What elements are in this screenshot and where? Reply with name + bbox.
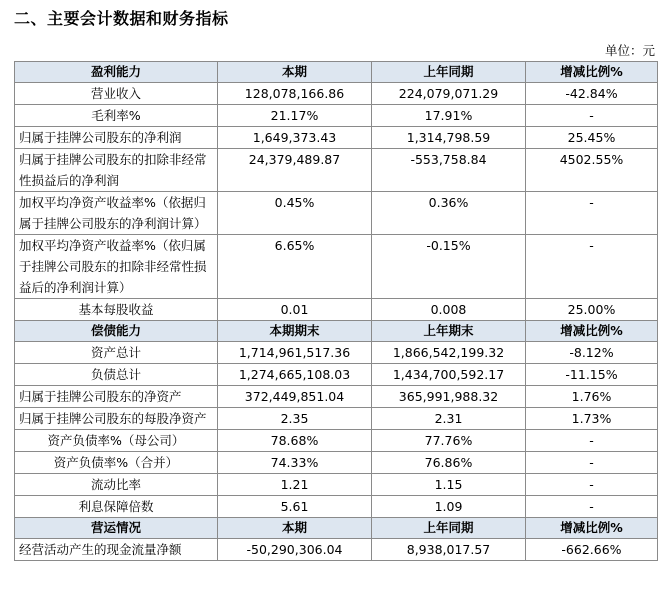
previous-value-cell: 8,938,017.57 <box>372 539 526 561</box>
row-label: 资产总计 <box>15 342 218 364</box>
column-header: 本期 <box>218 518 372 539</box>
row-label: 归属于挂牌公司股东的每股净资产 <box>15 408 218 430</box>
previous-value-cell: 17.91% <box>372 105 526 127</box>
row-label: 营业收入 <box>15 83 218 105</box>
table-row <box>15 364 658 386</box>
table-row <box>15 386 658 408</box>
change-percent-cell: 1.76% <box>526 386 658 408</box>
table-row <box>15 105 658 127</box>
column-header: 上年同期 <box>372 518 526 539</box>
table-row <box>15 342 658 364</box>
current-value-cell: 0.01 <box>218 299 372 321</box>
table-header-row <box>15 62 658 83</box>
change-percent-cell: -11.15% <box>526 364 658 386</box>
current-value-cell: 372,449,851.04 <box>218 386 372 408</box>
row-label: 加权平均净资产收益率%（依据归属于挂牌公司股东的净利润计算） <box>15 192 218 235</box>
row-label: 资产负债率%（母公司） <box>15 430 218 452</box>
table-row <box>15 299 658 321</box>
previous-value-cell: 1.15 <box>372 474 526 496</box>
row-label: 资产负债率%（合并） <box>15 452 218 474</box>
change-percent-cell: - <box>526 430 658 452</box>
table-row <box>15 149 658 192</box>
financial-indicators-table <box>14 61 658 561</box>
previous-value-cell: 1,434,700,592.17 <box>372 364 526 386</box>
table-header-row <box>15 321 658 342</box>
column-header: 本期 <box>218 62 372 83</box>
table-row <box>15 127 658 149</box>
table-row <box>15 496 658 518</box>
previous-value-cell: 0.36% <box>372 192 526 235</box>
current-value-cell: 74.33% <box>218 452 372 474</box>
current-value-cell: 24,379,489.87 <box>218 149 372 192</box>
table-row <box>15 83 658 105</box>
previous-value-cell: 76.86% <box>372 452 526 474</box>
table-row <box>15 430 658 452</box>
table-row <box>15 192 658 235</box>
row-label: 负债总计 <box>15 364 218 386</box>
column-header: 增减比例% <box>526 321 658 342</box>
change-percent-cell: 25.45% <box>526 127 658 149</box>
section-title: 二、主要会计数据和财务指标 <box>14 9 229 28</box>
row-label: 归属于挂牌公司股东的净利润 <box>15 127 218 149</box>
column-header: 增减比例% <box>526 62 658 83</box>
row-label: 基本每股收益 <box>15 299 218 321</box>
change-percent-cell: 1.73% <box>526 408 658 430</box>
current-value-cell: 1,274,665,108.03 <box>218 364 372 386</box>
table-row <box>15 408 658 430</box>
table-header-row <box>15 518 658 539</box>
previous-value-cell: 77.76% <box>372 430 526 452</box>
column-header: 上年期末 <box>372 321 526 342</box>
previous-value-cell: 224,079,071.29 <box>372 83 526 105</box>
change-percent-cell: - <box>526 452 658 474</box>
column-header: 增减比例% <box>526 518 658 539</box>
change-percent-cell: -42.84% <box>526 83 658 105</box>
current-value-cell: 128,078,166.86 <box>218 83 372 105</box>
previous-value-cell: 365,991,988.32 <box>372 386 526 408</box>
row-label: 归属于挂牌公司股东的扣除非经常性损益后的净利润 <box>15 149 218 192</box>
change-percent-cell: - <box>526 496 658 518</box>
current-value-cell: 1,714,961,517.36 <box>218 342 372 364</box>
previous-value-cell: -553,758.84 <box>372 149 526 192</box>
previous-value-cell: 1.09 <box>372 496 526 518</box>
column-header: 上年同期 <box>372 62 526 83</box>
previous-value-cell: 1,314,798.59 <box>372 127 526 149</box>
row-label: 加权平均净资产收益率%（依归属于挂牌公司股东的扣除非经常性损益后的净利润计算） <box>15 235 218 299</box>
current-value-cell: 2.35 <box>218 408 372 430</box>
row-label: 经营活动产生的现金流量净额 <box>15 539 218 561</box>
previous-value-cell: 1,866,542,199.32 <box>372 342 526 364</box>
change-percent-cell: - <box>526 474 658 496</box>
table-row <box>15 539 658 561</box>
current-value-cell: 78.68% <box>218 430 372 452</box>
change-percent-cell: -8.12% <box>526 342 658 364</box>
change-percent-cell: 25.00% <box>526 299 658 321</box>
table-row <box>15 235 658 299</box>
change-percent-cell: 4502.55% <box>526 149 658 192</box>
section-header: 盈利能力 <box>15 62 218 83</box>
row-label: 流动比率 <box>15 474 218 496</box>
previous-value-cell: -0.15% <box>372 235 526 299</box>
current-value-cell: 6.65% <box>218 235 372 299</box>
row-label: 利息保障倍数 <box>15 496 218 518</box>
previous-value-cell: 2.31 <box>372 408 526 430</box>
current-value-cell: 1,649,373.43 <box>218 127 372 149</box>
row-label: 毛利率% <box>15 105 218 127</box>
unit-label: 单位：元 <box>604 43 655 58</box>
current-value-cell: 1.21 <box>218 474 372 496</box>
change-percent-cell: - <box>526 105 658 127</box>
table-row <box>15 452 658 474</box>
current-value-cell: 5.61 <box>218 496 372 518</box>
previous-value-cell: 0.008 <box>372 299 526 321</box>
row-label: 归属于挂牌公司股东的净资产 <box>15 386 218 408</box>
change-percent-cell: - <box>526 235 658 299</box>
current-value-cell: 21.17% <box>218 105 372 127</box>
section-header: 偿债能力 <box>15 321 218 342</box>
change-percent-cell: -662.66% <box>526 539 658 561</box>
table-body <box>15 62 658 561</box>
current-value-cell: -50,290,306.04 <box>218 539 372 561</box>
table-row <box>15 474 658 496</box>
section-header: 营运情况 <box>15 518 218 539</box>
column-header: 本期期末 <box>218 321 372 342</box>
change-percent-cell: - <box>526 192 658 235</box>
current-value-cell: 0.45% <box>218 192 372 235</box>
